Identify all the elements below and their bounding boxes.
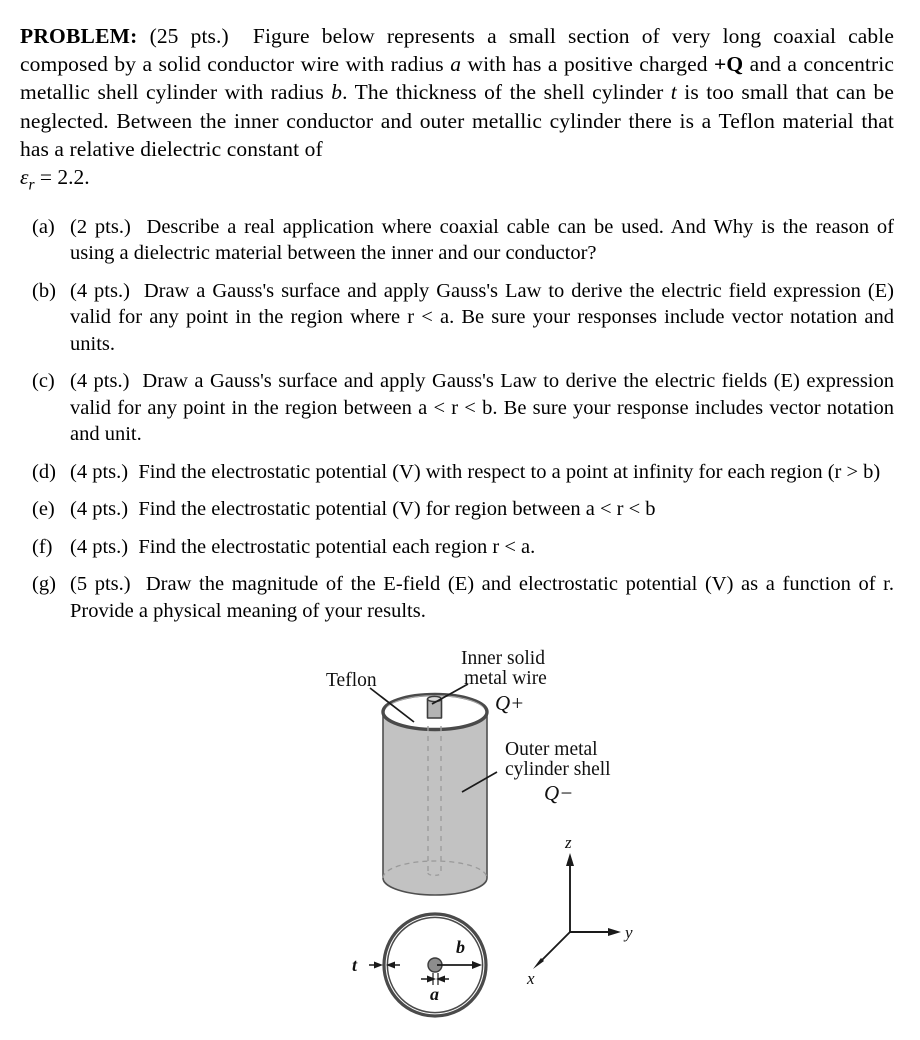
intro-text-part5: is too small that can be neglected. Between the inner conductor and outer metallic cylinder there is a Teflon material that has a relative dielectric constant of [20,80,894,161]
intro-text-part3: and a concentric metallic shell cylinder with radius [20,52,894,105]
cylinder-illustration [383,695,487,896]
question-list [18,214,898,625]
question-body-g [70,571,894,624]
axis-y-label: y [625,923,633,943]
outer-shell-label-line1: Outer metal [505,739,598,761]
question-item-b [18,278,898,358]
intro-text-part4: . The thickness of the shell cylinder [342,80,664,105]
variable-b-inline: b [331,80,343,105]
problem-statement [18,22,898,163]
question-points-a: (2 pts.) [70,215,131,238]
problem-label: PROBLEM: [20,24,138,48]
dimension-b-label: b [456,937,465,958]
dimension-a-label: a [430,984,439,1005]
question-item-f [18,534,898,561]
question-marker-a: (a) [32,215,55,238]
problem-points: (25 pts.) [149,24,229,48]
question-points-g: (5 pts.) [70,573,131,596]
outer-charge-label: Q− [544,781,574,806]
question-item-g [18,571,898,624]
coordinate-axes [526,833,633,988]
question-text-d: Find the electrostatic potential (V) with respect to a point at infinity for each region (r > b) [138,460,881,483]
axis-y-arrowhead [608,928,621,936]
question-item-e [18,496,898,523]
variable-t-inline: t [670,80,677,105]
teflon-label: Teflon [326,670,377,692]
question-item-d [18,459,898,486]
intro-text-part1: Figure below represents a small section of very long coaxial cable composed by a solid conductor wire with radius [20,24,895,77]
question-text-a: Describe a real application where coaxial cable can be used. And Why is the reason of using a dielectric material between the inner and our conductor? [70,215,894,265]
question-text-e: Find the electrostatic potential (V) for region between a < r < b [138,498,656,521]
question-marker-f: (f) [32,535,53,558]
cylinder-body [383,712,487,895]
cross-section-illustration [352,914,486,1016]
question-body-a [70,214,894,267]
question-points-f: (4 pts.) [70,535,129,558]
question-item-a [18,214,898,267]
question-marker-g: (g) [32,573,56,596]
axis-x-line [540,932,570,962]
question-marker-c: (c) [32,370,55,393]
coaxial-cable-figure [0,640,920,1040]
question-body-c [70,368,894,448]
axis-x-arrowhead [533,958,544,969]
axis-z-arrowhead [566,853,574,866]
question-item-c [18,368,898,448]
question-body-b [70,278,894,358]
outer-shell-label-line2: cylinder shell [505,759,611,781]
axis-x-label: x [527,969,535,989]
question-marker-b: (b) [32,279,56,302]
charge-plus-q: +Q [714,52,744,77]
question-points-e: (4 pts.) [70,498,129,521]
inner-wire-label-line2: metal wire [464,668,547,690]
axis-z-label: z [565,833,572,853]
question-marker-d: (d) [32,460,56,483]
question-text-g: Draw the magnitude of the E-field (E) and electrostatic potential (V) as a function of r. Provide a physical meaning of your results. [70,573,894,622]
question-points-c: (4 pts.) [70,370,130,393]
question-body-f [70,534,894,561]
inner-wire-label-line1: Inner solid [461,648,545,670]
question-points-b: (4 pts.) [70,279,130,302]
dimension-t-label: t [352,955,358,976]
question-body-e [70,496,894,523]
question-points-d: (4 pts.) [70,460,129,483]
question-text-c: Draw a Gauss's surface and apply Gauss's Law to derive the electric fields (E) expression valid for any point in the region between a < r < b. Be sure your response includes vector notation and unit. [70,370,895,446]
variable-a-inline: a [450,52,462,77]
question-text-b: Draw a Gauss's surface and apply Gauss's Law to derive the electric field expression (E) valid for any point in the region where r < a. Be sure your responses include vector notation and units. [70,279,894,355]
question-marker-e: (e) [32,498,55,521]
intro-text-part2: with has a positive charged [467,52,708,77]
question-text-f: Find the electrostatic potential each region r < a. [138,535,536,558]
inner-charge-label: Q+ [495,691,525,716]
question-body-d [70,459,894,486]
relative-permittivity-equation: $\varepsilon_r = 2.2$. [20,165,90,194]
